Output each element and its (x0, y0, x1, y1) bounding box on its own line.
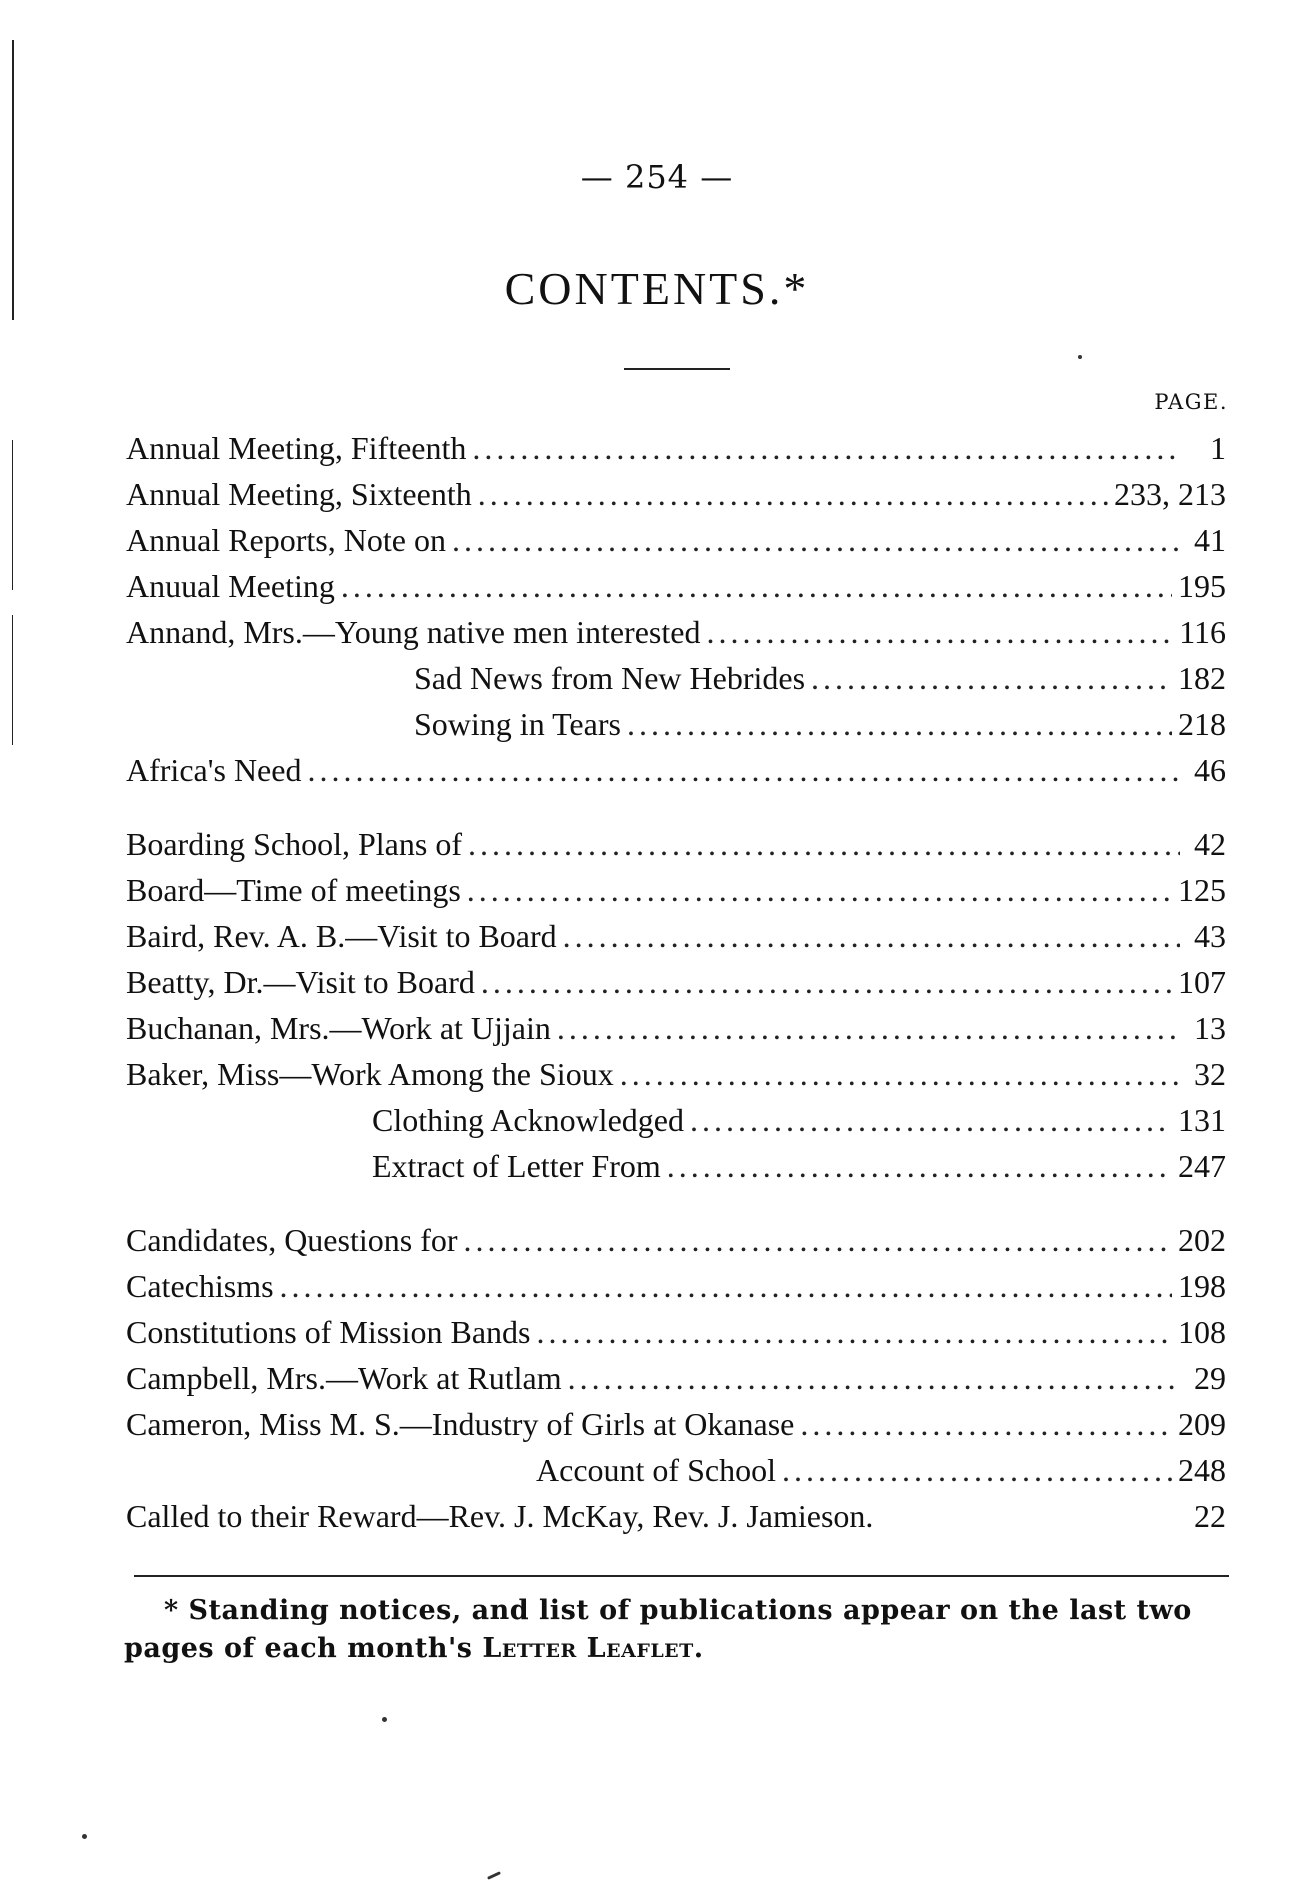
page-title: CONTENTS.* (504, 263, 810, 314)
dot-leader (307, 752, 1180, 789)
dot-leader (782, 1452, 1172, 1489)
entry-page-number: 131 (1178, 1102, 1226, 1138)
entry-page-number: 108 (1178, 1314, 1226, 1350)
entry-label: Anuual Meeting (126, 568, 335, 604)
dot-leader (800, 1406, 1172, 1443)
dot-leader (468, 826, 1180, 863)
contents-entry (126, 706, 1226, 752)
contents-entry (126, 660, 1226, 706)
contents-entry (126, 1498, 1226, 1544)
entry-label: Baird, Rev. A. B.—Visit to Board (126, 918, 557, 954)
dot-leader (690, 1102, 1172, 1139)
entry-label: Annual Meeting, Fifteenth (126, 430, 467, 466)
contents-entry (126, 430, 1226, 476)
dot-leader (481, 964, 1172, 1001)
dot-leader (537, 1314, 1173, 1351)
footnote-publication: Letter Leaflet. (482, 1633, 704, 1664)
page-column-label: PAGE. (1154, 390, 1228, 414)
entry-page-number: 43 (1194, 918, 1226, 954)
entry-label: Sowing in Tears (414, 706, 621, 742)
entry-label: Called to their Reward—Rev. J. McKay, Rev. J. Jamieson. (126, 1498, 874, 1534)
entry-label: Cameron, Miss M. S.—Industry of Girls at Okanase (126, 1406, 795, 1442)
entry-label: Buchanan, Mrs.—Work at Ujjain (126, 1010, 551, 1046)
footnote-text: * Standing notices, and list of publications appear on the last two pages of each month's (124, 1595, 1192, 1664)
contents-entry (126, 918, 1226, 964)
dot-leader (811, 660, 1172, 697)
ink-speck (82, 1834, 87, 1839)
entry-page-number: 218 (1178, 706, 1226, 742)
contents-entry (126, 614, 1226, 660)
ink-speck (1078, 355, 1082, 359)
dot-leader (464, 1222, 1173, 1259)
entry-label: Catechisms (126, 1268, 274, 1304)
entry-page-number: 182 (1178, 660, 1226, 696)
dot-leader (627, 706, 1172, 743)
contents-entry (126, 1222, 1226, 1268)
entry-label: Campbell, Mrs.—Work at Rutlam (126, 1360, 562, 1396)
dot-leader (563, 918, 1180, 955)
entry-page-number: 46 (1194, 752, 1226, 788)
footnote (124, 1592, 1234, 1668)
entry-label: Account of School (536, 1452, 776, 1488)
entry-label: Sad News from New Hebrides (414, 660, 806, 696)
entry-page-number: 247 (1178, 1148, 1226, 1184)
entry-page-number: 116 (1179, 614, 1226, 650)
contents-entry (126, 1056, 1226, 1102)
contents-entry (126, 872, 1226, 918)
entry-page-number: 248 (1178, 1452, 1226, 1488)
entry-label: Candidates, Questions for (126, 1222, 458, 1258)
dot-leader (472, 430, 1180, 467)
dot-leader (706, 614, 1173, 651)
contents-entry (126, 752, 1226, 798)
dot-leader (467, 872, 1172, 909)
section-gap (126, 798, 1226, 826)
entry-label: Boarding School, Plans of (126, 826, 462, 862)
scan-edge-mark (12, 440, 13, 590)
entry-label: Clothing Acknowledged (372, 1102, 684, 1138)
contents-entry (126, 1360, 1226, 1406)
contents-entry (126, 1148, 1226, 1194)
contents-entry (126, 826, 1226, 872)
entry-page-number: 41 (1194, 522, 1226, 558)
contents-entry (126, 1406, 1226, 1452)
contents-entry (126, 568, 1226, 614)
entry-page-number: 233, 213 (1114, 476, 1226, 512)
entry-page-number: 202 (1178, 1222, 1226, 1258)
entry-page-number: 29 (1194, 1360, 1226, 1396)
ink-speck (382, 1717, 387, 1722)
entry-label: Annand, Mrs.—Young native men interested (126, 614, 701, 650)
dot-leader (341, 568, 1172, 605)
scan-edge-mark (12, 615, 13, 745)
ink-speck (487, 1871, 501, 1880)
entry-page-number: 42 (1194, 826, 1226, 862)
entry-page-number: 22 (1194, 1498, 1226, 1534)
contents-entry (126, 1010, 1226, 1056)
entry-page-number: 32 (1194, 1056, 1226, 1092)
entry-label: Annual Meeting, Sixteenth (126, 476, 472, 512)
entry-page-number: 198 (1178, 1268, 1226, 1304)
dot-leader (568, 1360, 1180, 1397)
entry-page-number: 125 (1178, 872, 1226, 908)
entry-page-number: 1 (1210, 430, 1226, 466)
contents-entry (126, 1452, 1226, 1498)
footnote-rule (134, 1575, 1229, 1577)
entry-label: Africa's Need (126, 752, 302, 788)
entry-page-number: 195 (1178, 568, 1226, 604)
contents-entry (126, 1102, 1226, 1148)
contents-entry (126, 964, 1226, 1010)
title-rule (624, 368, 730, 370)
contents-list (126, 430, 1226, 1544)
dot-leader (280, 1268, 1172, 1305)
dot-leader (667, 1148, 1172, 1185)
entry-page-number: 209 (1178, 1406, 1226, 1442)
contents-entry (126, 476, 1226, 522)
entry-label: Annual Reports, Note on (126, 522, 446, 558)
dot-leader (478, 476, 1108, 513)
contents-entry (126, 522, 1226, 568)
entry-page-number: 107 (1178, 964, 1226, 1000)
page-number: — 254 — (580, 158, 734, 196)
dot-leader (557, 1010, 1180, 1047)
entry-label: Board—Time of meetings (126, 872, 461, 908)
entry-label: Constitutions of Mission Bands (126, 1314, 531, 1350)
entry-label: Baker, Miss—Work Among the Sioux (126, 1056, 614, 1092)
entry-label: Beatty, Dr.—Visit to Board (126, 964, 475, 1000)
section-gap (126, 1194, 1226, 1222)
contents-entry (126, 1268, 1226, 1314)
contents-entry (126, 1314, 1226, 1360)
entry-label: Extract of Letter From (372, 1148, 661, 1184)
entry-page-number: 13 (1194, 1010, 1226, 1046)
dot-leader (452, 522, 1180, 559)
dot-leader (620, 1056, 1180, 1093)
